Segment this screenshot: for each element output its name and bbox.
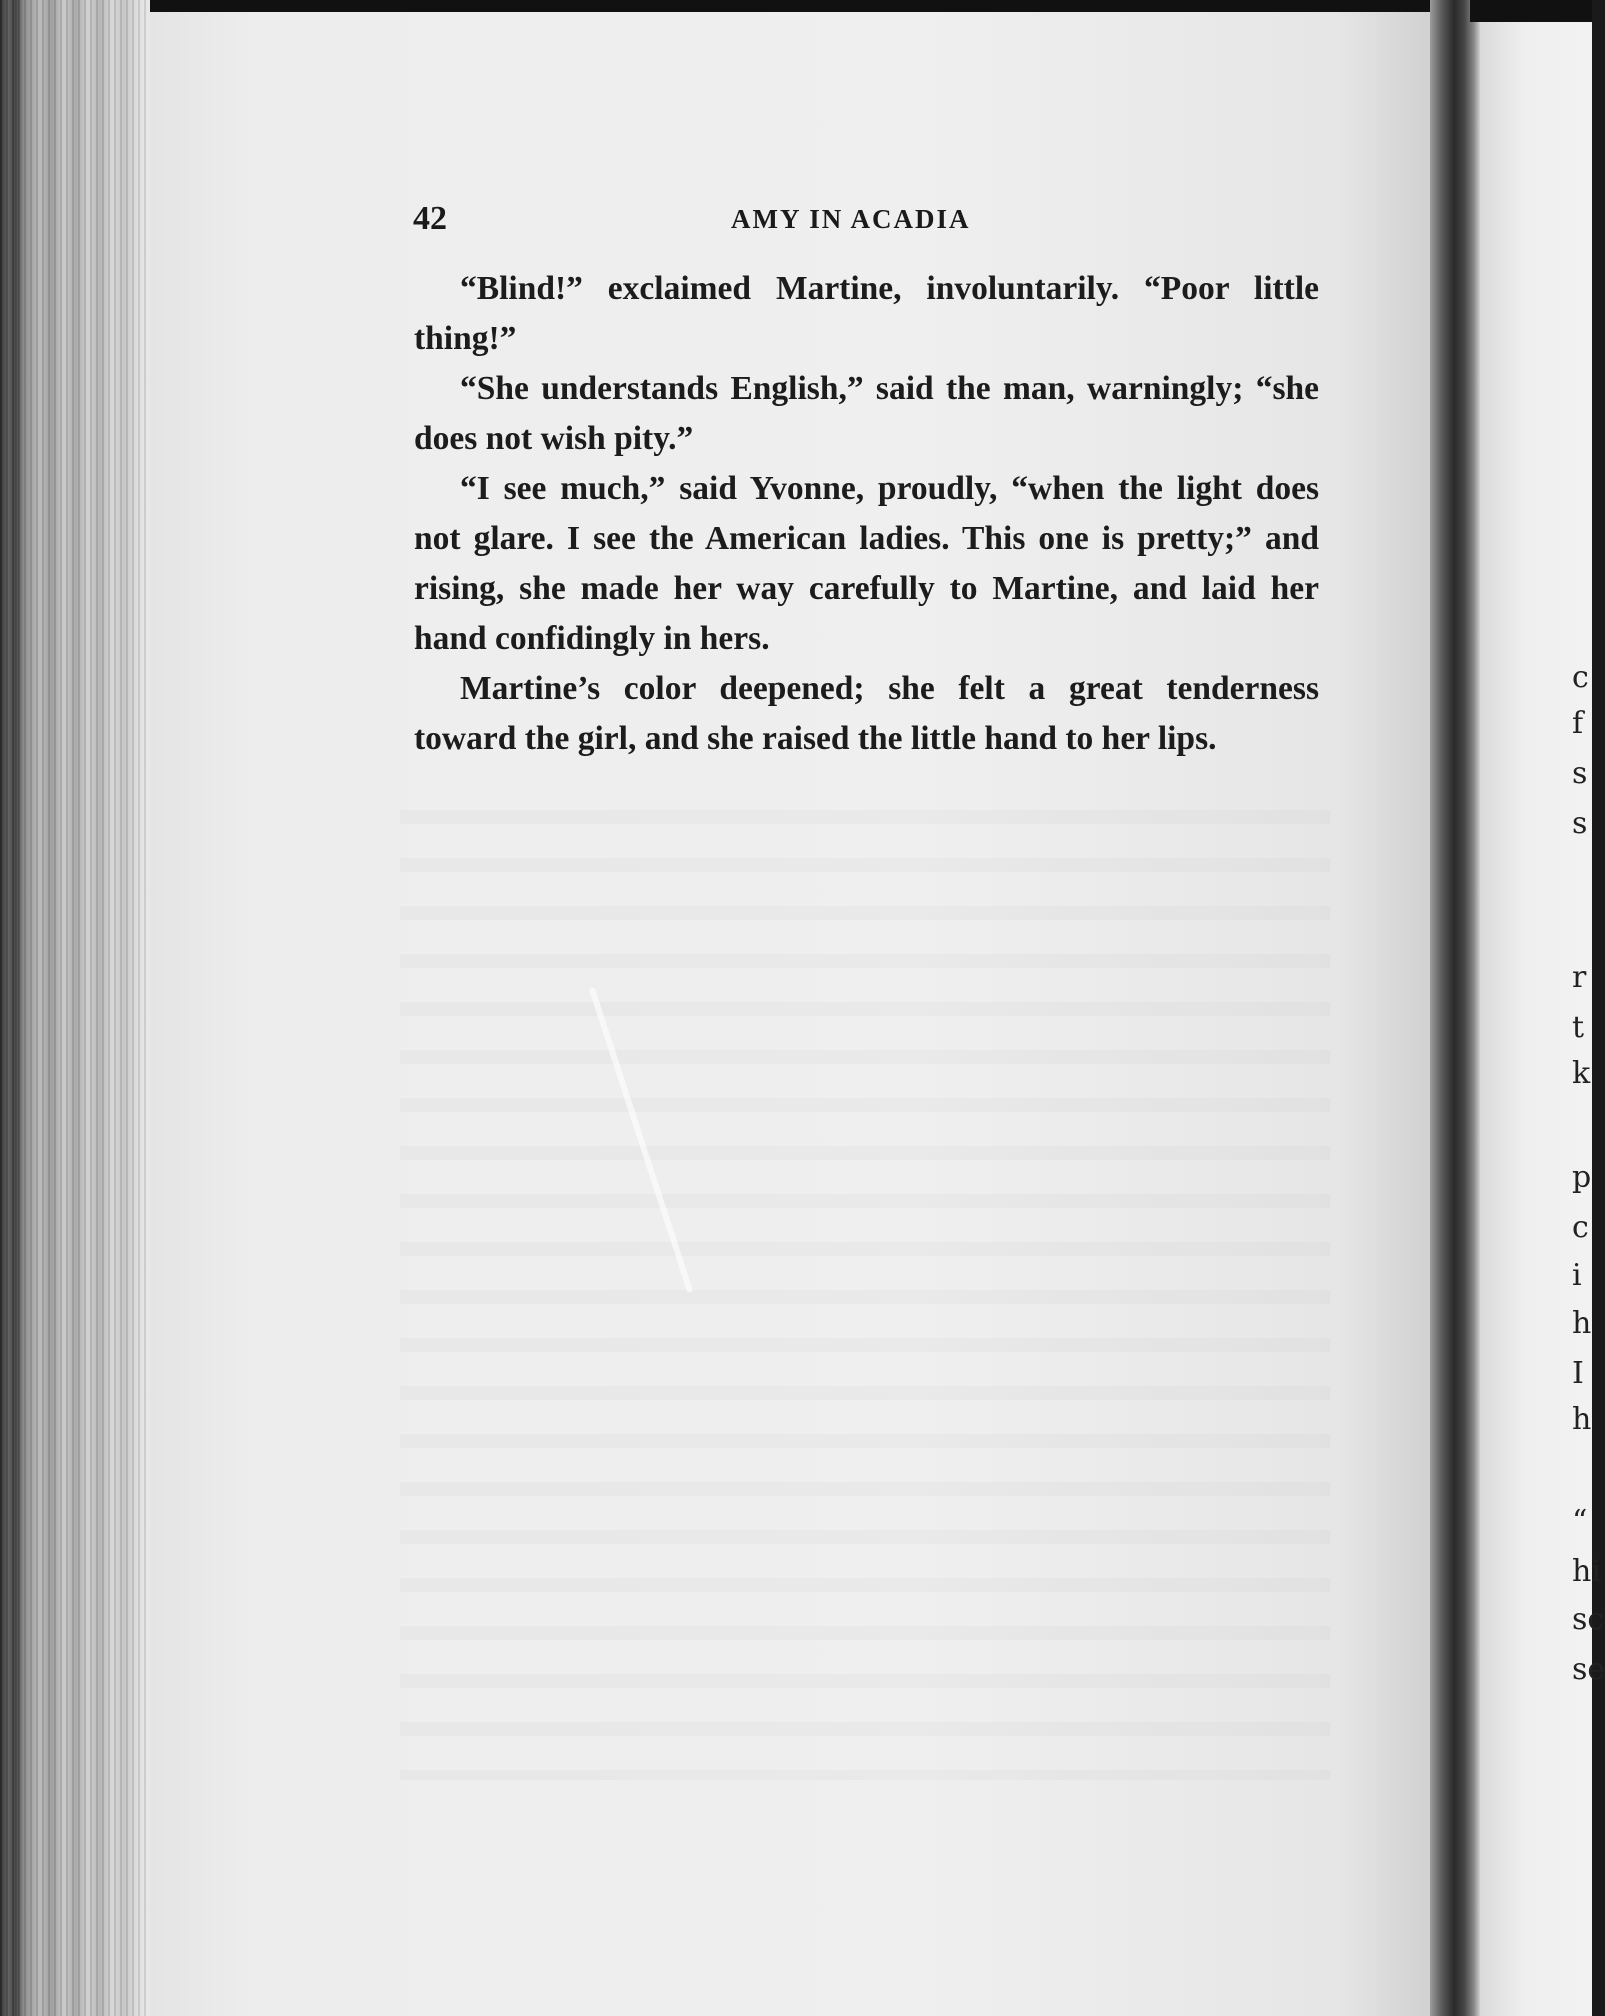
paragraph: Martine’s color deepened; she felt a great tenderness toward the girl, and she raised the little hand to her lips. <box>414 670 1319 757</box>
running-title: AMY IN ACADIA <box>731 204 971 234</box>
page-header <box>413 200 1313 240</box>
paragraph: “Blind!” exclaimed Martine, involuntarily. “Poor little thing!” <box>414 270 1319 357</box>
fragment: t <box>1572 1010 1585 1045</box>
fragment: p <box>1572 1160 1592 1195</box>
fragment: s <box>1572 806 1588 841</box>
fragment: f <box>1572 706 1584 741</box>
fragment: h <box>1572 1306 1592 1341</box>
page-number: 42 <box>413 200 447 237</box>
scanner-border <box>0 0 1592 12</box>
page-fore-edge <box>0 0 150 2016</box>
paragraph: “She understands English,” said the man, warningly; “she does not wish pity.” <box>414 370 1319 457</box>
bleed-through <box>400 780 1330 1780</box>
next-page-text-fragments <box>1572 0 1605 2016</box>
fragment: “ <box>1572 1504 1588 1539</box>
paragraph: “I see much,” said Yvonne, proudly, “when the light does not glare. I see the American ladies. This one is pretty;” and rising, she made her way carefully to Martine, and laid her hand confidingly in hers. <box>414 470 1319 657</box>
fragment: hi <box>1572 1554 1601 1589</box>
fragment: se <box>1572 1652 1605 1687</box>
fragment: h <box>1572 1402 1592 1437</box>
fragment: I <box>1572 1356 1584 1391</box>
fragment: k <box>1572 1056 1591 1091</box>
fragment: c <box>1572 660 1589 695</box>
fragment: i <box>1572 1258 1582 1293</box>
page-body <box>414 264 1319 764</box>
fragment: sc <box>1572 1602 1605 1637</box>
fragment: c <box>1572 1210 1589 1245</box>
fragment: s <box>1572 756 1588 791</box>
book-gutter <box>1430 0 1480 2016</box>
fragment: r <box>1572 960 1587 995</box>
